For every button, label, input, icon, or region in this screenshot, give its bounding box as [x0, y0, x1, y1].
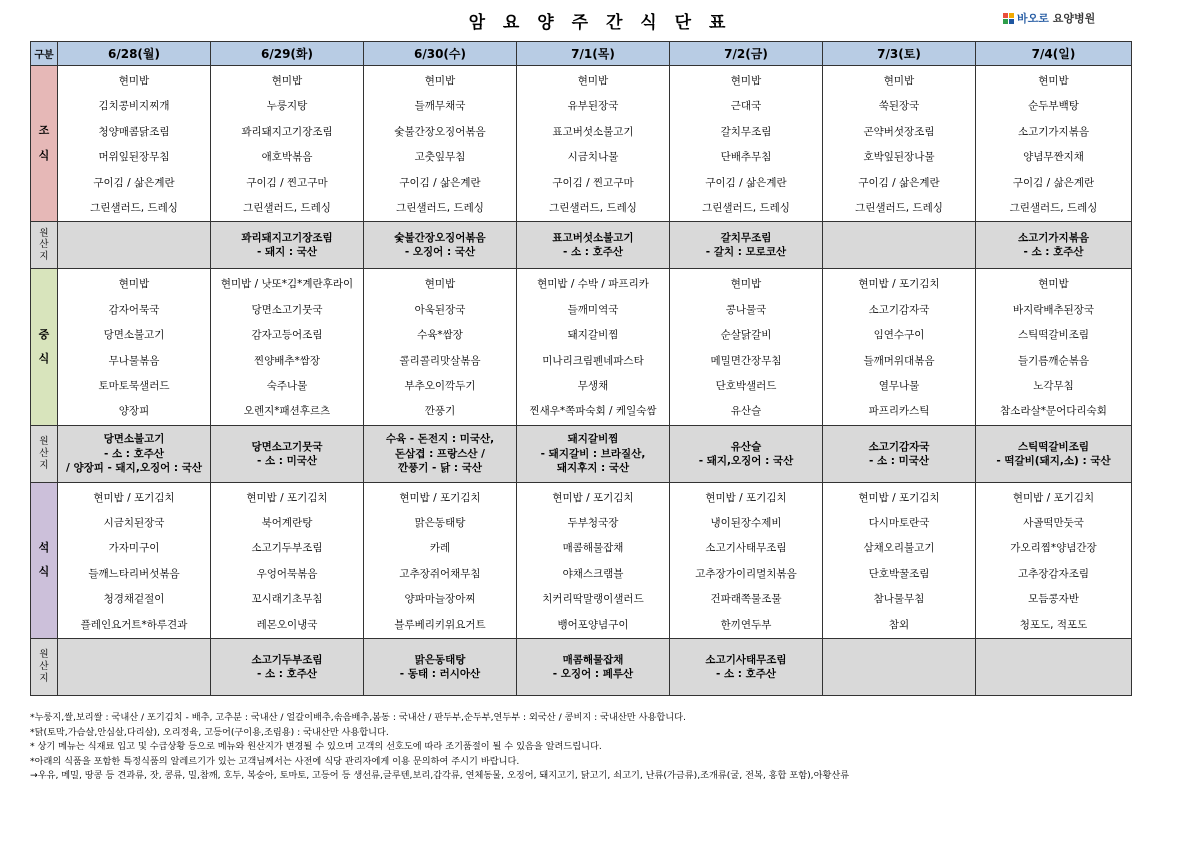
menu-item: 가오리찜*양념간장 — [1010, 542, 1097, 555]
header-day: 7/2(금) — [670, 42, 823, 66]
menu-item: 참외 — [888, 618, 910, 631]
origin-cell — [976, 639, 1132, 696]
menu-item: 유부된장국 — [567, 100, 619, 113]
menu-item: 오렌지*패션후르츠 — [243, 405, 331, 418]
menu-item: 호박잎된장나물 — [863, 151, 935, 164]
menu-item: 양념무짠지채 — [1023, 151, 1084, 164]
menu-cell — [823, 482, 976, 638]
menu-item: 단호박꿀조림 — [868, 567, 930, 580]
menu-cell — [976, 66, 1132, 222]
logo-mark-icon — [1003, 13, 1014, 24]
menu-item: 현미밥 — [1038, 75, 1069, 87]
menu-item: 표고버섯소불고기 — [552, 125, 634, 138]
menu-item: 매콤해물잡채 — [562, 542, 624, 555]
menu-item: 그린샐러드, 드레싱 — [855, 201, 943, 214]
header-day: 6/28(월) — [58, 42, 211, 66]
origin-cell: 소고기두부조림 - 소 : 호주산 — [211, 639, 364, 696]
menu-item: 아욱된장국 — [414, 303, 466, 316]
origin-cell: 소고기사태무조림 - 소 : 호주산 — [670, 639, 823, 696]
origin-cell — [58, 222, 211, 269]
origin-label: 원 산 지 — [31, 425, 58, 482]
header-day: 7/3(토) — [823, 42, 976, 66]
menu-item: 꽈리돼지고기장조림 — [241, 125, 333, 138]
menu-item: 양파마늘장아찌 — [404, 593, 476, 606]
menu-item: 시금치나물 — [567, 151, 619, 164]
origin-label: 원 산 지 — [31, 639, 58, 696]
meal-label: 조 식 — [31, 66, 58, 222]
menu-cell — [823, 66, 976, 222]
menu-item: 현미밥 — [1038, 278, 1069, 291]
header-day: 6/29(화) — [211, 42, 364, 66]
origin-cell: 당면소불고기 - 소 : 호주산 / 양장피 - 돼지,오징어 : 국산 — [58, 425, 211, 482]
menu-item: 파프리카스틱 — [868, 405, 930, 418]
menu-cell — [670, 482, 823, 638]
menu-item: 고추장쥐어채무침 — [399, 567, 481, 580]
menu-item: 블루베리키위요거트 — [394, 618, 486, 631]
menu-item: 순두부백탕 — [1028, 100, 1079, 113]
menu-item: 현미밥 — [118, 75, 150, 87]
meal-table-body — [31, 66, 1132, 696]
menu-item: 두부청국장 — [567, 517, 619, 530]
origin-cell: 유산슬 - 돼지,오징어 : 국산 — [670, 425, 823, 482]
menu-item: 열무나물 — [878, 379, 920, 392]
menu-item: 돼지갈비찜 — [567, 329, 619, 342]
menu-item: 그린샐러드, 드레싱 — [549, 201, 637, 214]
menu-item: 감자어묵국 — [108, 303, 160, 316]
menu-item: 우엉어묵볶음 — [256, 567, 318, 580]
menu-item: 현미밥 / 포기김치 — [705, 491, 787, 504]
menu-item: 갈치무조림 — [720, 125, 772, 138]
logo-brand: 바오로 — [1017, 12, 1049, 25]
menu-item: 플레인요거트*하루견과 — [80, 618, 188, 631]
note-line: →우유, 메밀, 땅콩 등 견과류, 잣, 콩류, 밀,참깨, 호두, 복숭아, 토마토, 고등어 등 생선류,글루텐,보리,갑각류, 연체동물, 오징어, 돼지고기, 닭고기, 쇠고기, 난류(가금류),조개류(굴, 전복, 홍합 포함),아황산류 — [30, 770, 850, 781]
menu-item: 현미밥 / 포기김치 — [552, 491, 634, 504]
menu-cell — [58, 269, 211, 425]
menu-item: 수육*쌈장 — [417, 329, 463, 342]
menu-item: 고추장감자조림 — [1017, 567, 1089, 580]
menu-item: 깐풍기 — [424, 405, 456, 418]
menu-item: 현미밥 / 포기김치 — [93, 491, 175, 504]
menu-item: 소고기두부조림 — [251, 542, 323, 555]
menu-item: 구이김 / 찐고구마 — [552, 176, 634, 189]
origin-cell: 수육 - 돈전지 : 미국산, 돈삼겹 : 프랑스산 / 깐풍기 - 닭 : 국산 — [364, 425, 517, 482]
menu-item: 그린샐러드, 드레싱 — [702, 201, 790, 214]
menu-item: 삼채오리불고기 — [863, 542, 935, 555]
origin-cell: 맑은동태탕 - 동태 : 러시아산 — [364, 639, 517, 696]
menu-item: 청포도, 적포도 — [1019, 618, 1088, 631]
menu-item: 들기름깨순볶음 — [1017, 354, 1089, 367]
menu-cell — [517, 269, 670, 425]
origin-row — [31, 222, 1132, 269]
menu-item: 곤약버섯장조림 — [863, 125, 935, 138]
menu-item: 구이김 / 삶은계란 — [399, 176, 481, 189]
menu-item: 현미밥 / 포기김치 — [1012, 491, 1095, 504]
origin-row — [31, 425, 1132, 482]
meal-label: 중 식 — [31, 269, 58, 425]
menu-item: 현미밥 / 낫또*김*계란후라이 — [220, 278, 354, 291]
menu-cell — [976, 482, 1132, 638]
meal-row — [31, 482, 1132, 638]
menu-item: 단배추무침 — [720, 151, 772, 164]
menu-item: 찐양배추*쌈장 — [253, 354, 321, 367]
menu-item: 누룽지탕 — [266, 100, 308, 113]
menu-item: 뱅어포양념구이 — [557, 618, 629, 631]
menu-item: 냉이된장수제비 — [710, 517, 782, 530]
menu-item: 다시마토란국 — [868, 517, 930, 530]
menu-item: 쑥된장국 — [878, 100, 920, 113]
header-day: 7/1(목) — [517, 42, 670, 66]
menu-item: 현미밥 / 포기김치 — [858, 491, 940, 504]
menu-item: 무나물볶음 — [108, 354, 160, 367]
menu-item: 구이김 / 삶은계란 — [705, 176, 787, 189]
origin-cell: 꽈리돼지고기장조림 - 돼지 : 국산 — [211, 222, 364, 269]
origin-cell: 숯불간장오징어볶음 - 오징어 : 국산 — [364, 222, 517, 269]
menu-item: 현미밥 — [424, 75, 456, 87]
menu-cell — [211, 269, 364, 425]
menu-item: 토마토묵샐러드 — [98, 379, 170, 392]
logo-rest: 요양병원 — [1052, 12, 1096, 25]
menu-item: 현미밥 — [577, 75, 609, 87]
menu-item: 순살닭갈비 — [720, 329, 772, 342]
note-line: *아래의 식품을 포함한 특정식품의 알레르기가 있는 고객님께서는 사전에 식당 관리자에게 이용 문의하여 주시기 바랍니다. — [30, 755, 520, 767]
menu-item: 참소라살*문어다리숙회 — [1000, 405, 1107, 418]
menu-item: 모듬콩자반 — [1028, 593, 1079, 606]
menu-cell — [364, 66, 517, 222]
menu-cell — [670, 66, 823, 222]
menu-item: 치커리딱말랭이샐러드 — [542, 593, 644, 606]
header-day: 7/4(일) — [976, 42, 1132, 66]
menu-item: 그린샐러드, 드레싱 — [396, 201, 484, 214]
menu-item: 현미밥 — [424, 278, 456, 291]
meal-label: 석 식 — [31, 482, 58, 638]
menu-item: 현미밥 — [118, 278, 150, 291]
menu-cell — [211, 66, 364, 222]
origin-cell — [823, 639, 976, 696]
menu-item: 현미밥 / 포기김치 — [246, 491, 328, 504]
note-line: *누룽지,쌀,보리쌀 : 국내산 / 포기김치 - 배추, 고추분 : 국내산 / 얼갈이배추,솎음배추,봄동 : 국내산 / 판두부,순두부,연두부 : 외국산 / 콩비지 : 국내산만 사용합니다. — [30, 712, 686, 723]
meal-row — [31, 66, 1132, 222]
menu-item: 소고기감자국 — [868, 303, 930, 316]
menu-item: 청양매콤닭조림 — [98, 125, 170, 138]
menu-item: 그린샐러드, 드레싱 — [243, 201, 331, 214]
menu-item: 구이김 / 찐고구마 — [246, 176, 328, 189]
menu-item: 현미밥 — [271, 75, 303, 87]
menu-item: 들깨머위대볶음 — [863, 354, 935, 367]
menu-item: 김치콩비지찌개 — [98, 100, 170, 113]
menu-item: 구이김 / 삶은계란 — [1012, 176, 1095, 189]
menu-item: 북어계란탕 — [261, 517, 313, 530]
menu-cell — [58, 66, 211, 222]
menu-cell — [58, 482, 211, 638]
origin-cell: 소고기가지볶음 - 소 : 호주산 — [976, 222, 1132, 269]
menu-item: 고춧잎무침 — [414, 151, 466, 164]
menu-item: 머위잎된장무침 — [98, 151, 170, 164]
menu-item: 그린샐러드, 드레싱 — [1009, 201, 1098, 214]
menu-item: 레몬오이냉국 — [256, 618, 318, 631]
menu-item: 소고기사태무조림 — [705, 542, 787, 555]
header-row — [31, 42, 1132, 66]
origin-cell: 돼지갈비찜 - 돼지갈비 : 브라질산, 돼지후지 : 국산 — [517, 425, 670, 482]
note-line: *닭(토막,가슴살,안심살,다리살), 오리정육, 고등어(구이용,조림용) : 국내산만 사용합니다. — [30, 726, 389, 738]
meal-table — [30, 41, 1132, 696]
hospital-logo — [1003, 10, 1095, 26]
menu-item: 미나리크림펜네파스타 — [542, 354, 644, 367]
menu-item: 건파래쪽물조물 — [710, 593, 782, 606]
menu-cell — [211, 482, 364, 638]
menu-item: 소고기가지볶음 — [1017, 125, 1089, 138]
note-line: * 상기 메뉴는 식재료 입고 및 수급상황 등으로 메뉴와 원산지가 변경될 수 있으며 고객의 선호도에 따라 조기품절이 될 수 있음을 알려드립니다. — [30, 741, 602, 752]
menu-item: 양장피 — [118, 405, 150, 418]
menu-item: 현미밥 / 포기김치 — [858, 278, 940, 291]
menu-item: 단호박샐러드 — [715, 379, 777, 392]
menu-item: 꼬시래기초무침 — [251, 593, 323, 606]
menu-item: 바지락배추된장국 — [1012, 303, 1095, 316]
menu-item: 부추오이깍두기 — [404, 379, 476, 392]
menu-cell — [517, 482, 670, 638]
menu-item: 숯불간장오징어볶음 — [394, 125, 486, 138]
menu-item: 현미밥 — [883, 75, 915, 87]
menu-item: 임연수구이 — [873, 329, 925, 342]
menu-item: 현미밥 — [730, 278, 762, 291]
menu-cell — [364, 269, 517, 425]
menu-item: 당면소고기뭇국 — [251, 303, 323, 316]
menu-item: 현미밥 — [730, 75, 762, 87]
header-day: 6/30(수) — [364, 42, 517, 66]
origin-cell — [823, 222, 976, 269]
menu-cell — [517, 66, 670, 222]
menu-cell — [976, 269, 1132, 425]
origin-cell: 표고버섯소불고기 - 소 : 호주산 — [517, 222, 670, 269]
menu-item: 애호박볶음 — [261, 151, 313, 164]
menu-item: 들깨무채국 — [414, 100, 466, 113]
menu-item: 가자미구이 — [108, 542, 160, 555]
menu-item: 스틱떡갈비조림 — [1017, 329, 1089, 342]
menu-item: 그린샐러드, 드레싱 — [90, 201, 178, 214]
menu-item: 참나물무침 — [873, 593, 925, 606]
menu-cell — [670, 269, 823, 425]
menu-item: 감자고등어조림 — [251, 329, 323, 342]
origin-cell: 매콤해물잡채 - 오징어 : 페루산 — [517, 639, 670, 696]
menu-cell — [823, 269, 976, 425]
menu-cell — [364, 482, 517, 638]
origin-cell: 갈치무조림 - 갈치 : 모로코산 — [670, 222, 823, 269]
menu-item: 고추장가이리멸치볶음 — [695, 567, 797, 580]
menu-item: 맑은동태탕 — [414, 517, 466, 530]
origin-cell: 소고기감자국 - 소 : 미국산 — [823, 425, 976, 482]
menu-item: 들깨미역국 — [567, 303, 619, 316]
menu-item: 유산슬 — [730, 405, 762, 418]
menu-item: 현미밥 / 수박 / 파프리카 — [537, 278, 649, 291]
menu-item: 숙주나물 — [266, 379, 308, 392]
menu-item: 찐새우*쪽파숙회 / 케일숙쌈 — [529, 405, 657, 418]
menu-item: 콩나물국 — [725, 303, 767, 316]
menu-item: 들깨느타리버섯볶음 — [88, 567, 180, 580]
meal-row — [31, 269, 1132, 425]
origin-cell — [58, 639, 211, 696]
menu-item: 무생채 — [577, 379, 609, 392]
origin-cell: 당면소고기뭇국 - 소 : 미국산 — [211, 425, 364, 482]
origin-label: 원 산 지 — [31, 222, 58, 269]
menu-item: 당면소불고기 — [103, 329, 165, 342]
menu-item: 카레 — [429, 542, 451, 555]
menu-item: 야채스크램블 — [562, 567, 624, 580]
menu-item: 시금치된장국 — [103, 517, 165, 530]
notes — [30, 711, 1170, 784]
origin-row — [31, 639, 1132, 696]
menu-item: 콜리콜리맛살볶음 — [399, 354, 481, 367]
menu-item: 구이김 / 삶은계란 — [858, 176, 940, 189]
menu-item: 노각무침 — [1033, 379, 1074, 392]
menu-item: 청경채겉절이 — [103, 593, 165, 606]
menu-item: 한끼연두부 — [720, 618, 772, 631]
menu-item: 현미밥 / 포기김치 — [399, 491, 481, 504]
menu-item: 구이김 / 삶은계란 — [93, 176, 175, 189]
header-category: 구분 — [31, 42, 58, 66]
menu-item: 사골떡만둣국 — [1023, 517, 1084, 530]
logo-text — [1017, 10, 1095, 26]
origin-cell: 스틱떡갈비조림 - 떡갈비(돼지,소) : 국산 — [976, 425, 1132, 482]
page-title: 암 요 양 주 간 식 단 표 — [468, 13, 732, 33]
menu-item: 메밀면간장무침 — [710, 354, 782, 367]
menu-item: 근대국 — [730, 100, 762, 113]
